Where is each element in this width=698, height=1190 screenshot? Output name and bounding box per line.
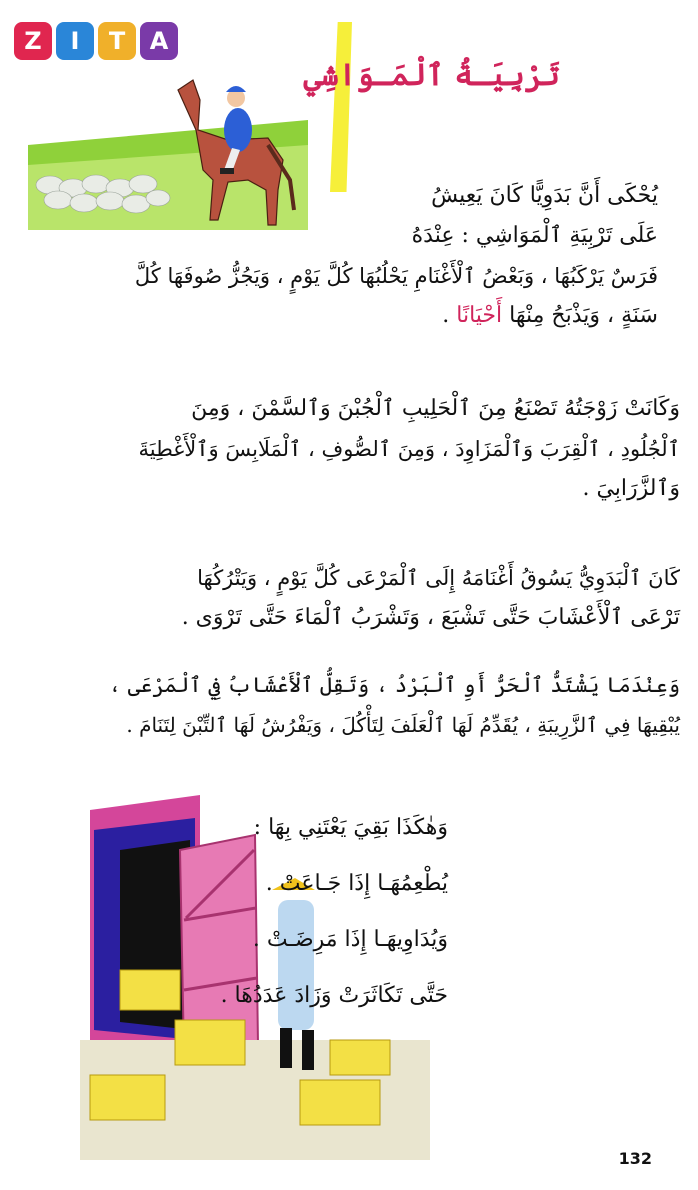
zita-logo	[14, 22, 178, 60]
highlighted-word: أَحْيَانًا	[456, 303, 503, 328]
logo-letter-z: Z	[14, 22, 52, 60]
text-line: تَرْعَى ٱلْأَعْشَابَ حَتَّى تَشْبَعَ ، وَتَشْرَبُ ٱلْمَاءَ حَتَّى تَرْوَى .	[181, 605, 680, 630]
text-line: يُبْقِيهَا فِي ٱلزَّرِيبَةِ ، يُقَدِّمُ لَهَا ٱلْعَلَفَ لِتَأْكُلَ ، وَيَفْرُشُ لَهَا ٱلتِّبْنَ لِتَنَامَ .	[126, 713, 680, 737]
text-line: يُحْكَى أَنَّ بَدَوِيًّا كَانَ يَعِيشُ	[431, 183, 658, 208]
logo-letter-a: A	[140, 22, 178, 60]
page-number: 132	[618, 1149, 652, 1168]
text-line: ٱلْجُلُودِ ، ٱلْقِرَبَ وَٱلْمَزَاوِدَ ، وَمِنَ ٱلصُّوفِ ، ٱلْمَلَابِسَ وَٱلْأَغْطِيَةَ	[138, 437, 680, 461]
text-fragment: سَنَةٍ ، وَيَذْبَحُ مِنْهَا	[509, 303, 658, 328]
text-line: وَعِنْدَمَا يَشْتَدُّ ٱلْحَرُّ أَوِ ٱلْبَرْدُ ، وَتَقِلُّ ٱلْأَعْشَابُ فِي ٱلْمَرْعَى ،	[108, 673, 680, 697]
text-line: وَهٰكَذَا بَقِيَ يَعْتَنِي بِهَا :	[253, 815, 448, 840]
text-line: عَلَى تَرْبِيَةِ ٱلْمَوَاشِي : عِنْدَهُ	[411, 223, 658, 248]
logo-letter-i: I	[56, 22, 94, 60]
text-line: كَانَ ٱلْبَدَوِيُّ يَسُوقُ أَغْنَامَهُ إِلَى ٱلْمَرْعَى كُلَّ يَوْمٍ ، وَيَتْرُكُهَا	[197, 566, 680, 590]
text-line: يُطْعِمُهَـا إِذَا جَـاعَتْ .	[265, 871, 448, 896]
text-line: حَتَّى تَكَاثَرَتْ وَزَادَ عَدَدُهَا .	[220, 983, 448, 1008]
paragraph-3	[20, 558, 680, 638]
paragraph-1	[18, 176, 658, 336]
lesson-title: تَرْبِيَـةُ ٱلْمَـوَاشِي	[303, 58, 560, 93]
text-line: وَكَانَتْ زَوْجَتُهُ تَصْنَعُ مِنَ ٱلْحَلِيبِ ٱلْجُبْنَ وَٱلسَّمْنَ ، وَمِنَ	[191, 396, 680, 421]
text-line	[18, 296, 658, 336]
paragraph-2	[20, 389, 680, 509]
text-line: وَيُدَاوِيهَـا إِذَا مَرِضَـتْ .	[252, 927, 448, 952]
paragraph-4	[20, 665, 680, 745]
text-line: وَٱلزَّرَابِيَ .	[582, 476, 680, 501]
paragraph-5	[128, 800, 448, 1024]
text-line: فَرَسٌ يَرْكَبُهَا ، وَبَعْضُ ٱلْأَغْنَامِ يَحْلُبُهَا كُلَّ يَوْمٍ ، وَيَجُزُّ صُوفَهَا كُلَّ	[134, 264, 658, 288]
logo-letter-t: T	[98, 22, 136, 60]
text-fragment: .	[442, 303, 457, 328]
title-accent-bar	[330, 22, 352, 192]
